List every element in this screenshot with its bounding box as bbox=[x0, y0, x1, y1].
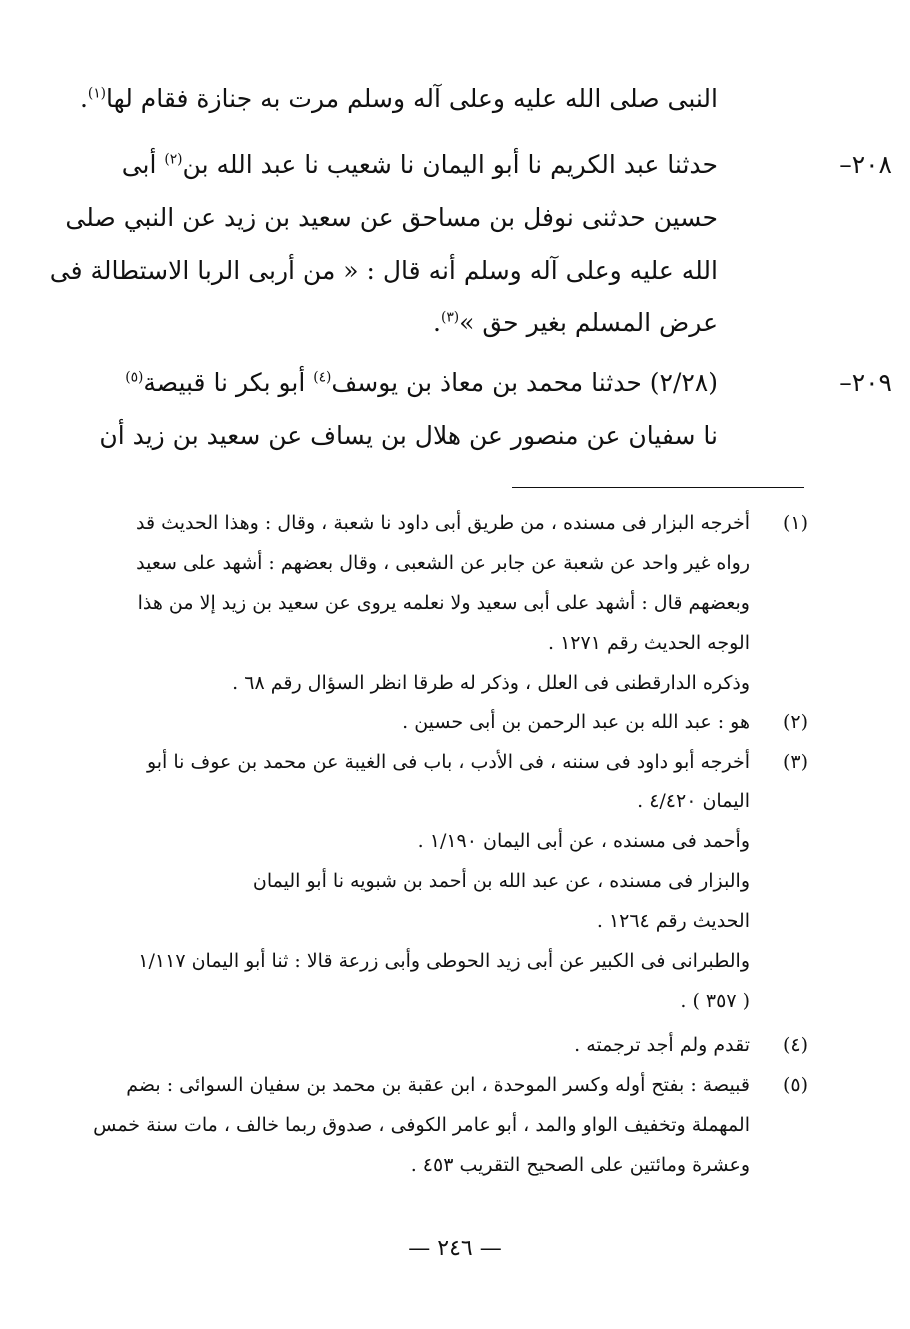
footnote-2-line-1: هو : عبد الله بن عبد الرحمن بن أبى حسين . bbox=[402, 711, 750, 733]
footnote-3-line-4: والبزار فى مسنده ، عن عبد الله بن أحمد بن شبويه نا أبو اليمان bbox=[252, 870, 750, 892]
footnote-1-line-1: أخرجه البزار فى مسنده ، من طريق أبى داود نا شعبة ، وقال : وهذا الحديث قد bbox=[135, 512, 750, 534]
footnote-3-line-1: أخرجه أبو داود فى سننه ، فى الأدب ، باب فى الغيبة عن محمد بن عوف نا أبو bbox=[146, 751, 750, 773]
footnote-1-line-5: وذكره الدارقطنى فى العلل ، وذكر له طرقا انظر السؤال رقم ٦٨ . bbox=[232, 672, 750, 694]
footnote-label-1: (١) bbox=[782, 512, 808, 534]
hadith-208-line-4: عرض المسلم بغير حق »$^{(٣)}$. bbox=[432, 308, 718, 337]
hadith-number-209: ٢٠٩– bbox=[839, 368, 892, 397]
footnote-5-line-2: المهملة وتخفيف الواو والمد ، أبو عامر الكوفى ، صدوق ربما خالف ، مات سنة خمس bbox=[93, 1114, 750, 1136]
intro-line: النبى صلى الله عليه وعلى آله وسلم مرت به جنازة فقام لها$^{(١)}$. bbox=[79, 84, 718, 113]
footnote-label-4: (٤) bbox=[782, 1034, 808, 1056]
footnote-4-line-1: تقدم ولم أجد ترجمته . bbox=[574, 1034, 750, 1056]
footnote-ref-1[interactable]: (١) bbox=[87, 85, 107, 102]
hadith-number-208: ٢٠٨– bbox=[839, 150, 892, 179]
footnote-1-line-3: وبعضهم قال : أشهد على أبى سعيد ولا نعلمه يروى عن سعيد بن زيد إلا من هذا bbox=[137, 592, 750, 614]
footnote-label-5: (٥) bbox=[782, 1074, 808, 1096]
hadith-208-line-2: حسين حدثنى نوفل بن مساحق عن سعيد بن زيد عن النبي صلى bbox=[65, 203, 718, 232]
hadith-208-line-3: الله عليه وعلى آله وسلم أنه قال : « من أربى الربا الاستطالة فى bbox=[49, 256, 718, 285]
page-number: — ٢٤٦ — bbox=[408, 1236, 502, 1261]
footnote-ref-5[interactable]: (٥) bbox=[125, 369, 144, 386]
footnote-3-line-6: والطبرانى فى الكبير عن أبى زيد الحوطى وأبى زرعة قالا : ثنا أبو اليمان ١/١١٧ bbox=[138, 950, 750, 972]
footnote-3-line-3: وأحمد فى مسنده ، عن أبى اليمان ١/١٩٠ . bbox=[417, 830, 750, 852]
footnote-3-line-5: الحديث رقم ١٢٦٤ . bbox=[596, 910, 750, 932]
footnote-5-line-3: وعشرة ومائتين على الصحيح التقريب ٤٥٣ . bbox=[410, 1154, 750, 1176]
footnote-separator bbox=[512, 487, 804, 488]
footnote-ref-2[interactable]: (٢) bbox=[164, 151, 183, 168]
footnote-3-line-7: ( ٣٥٧ ) . bbox=[680, 990, 750, 1012]
footnote-ref-3[interactable]: (٣) bbox=[440, 309, 460, 326]
footnote-1-line-2: رواه غير واحد عن شعبة عن جابر عن الشعبى ، وقال بعضهم : أشهد على سعيد bbox=[136, 552, 750, 574]
hadith-209-line-2: نا سفيان عن منصور عن هلال بن يساف عن سعيد بن زيد أن bbox=[99, 421, 718, 450]
footnote-5-line-1: قبيصة : بفتح أوله وكسر الموحدة ، ابن عقبة بن محمد بن سفيان السوائى : بضم bbox=[126, 1074, 750, 1096]
footnote-ref-4[interactable]: (٤) bbox=[313, 369, 332, 386]
hadith-208-line-1: حدثنا عبد الكريم نا أبو اليمان نا شعيب نا عبد الله بن$^{(٢)}$ أبى bbox=[121, 150, 718, 179]
hadith-209-line-1: (٢/٢٨) حدثنا محمد بن معاذ بن يوسف$^{(٤)}$ أبو بكر نا قبيصة$^{(٥)}$ bbox=[125, 368, 718, 397]
footnote-1-line-4: الوجه الحديث رقم ١٢٧١ . bbox=[547, 632, 750, 654]
footnote-3-line-2: اليمان ٤/٤٢٠ . bbox=[637, 790, 750, 812]
footnote-label-3: (٣) bbox=[782, 751, 808, 773]
footnote-label-2: (٢) bbox=[782, 711, 808, 733]
